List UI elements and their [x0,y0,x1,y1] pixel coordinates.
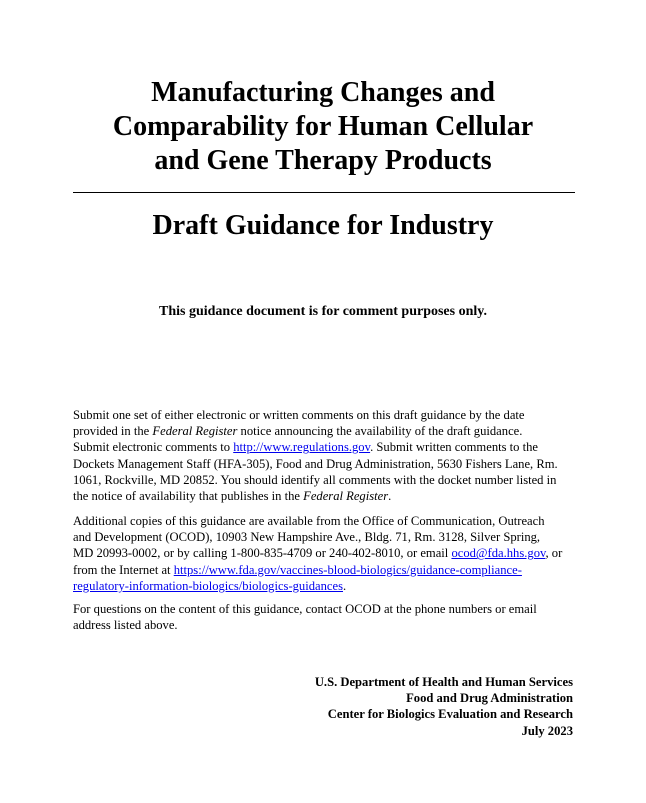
title-divider [73,192,575,193]
additional-copies-paragraph [73,513,578,594]
fda-guidances-link[interactable]: https://www.fda.gov/vaccines-blood-biologics/guidance-compliance- [173,562,522,577]
fda-guidances-link[interactable]: regulatory-information-biologics/biologics-guidances [73,578,343,593]
agency-line: Center for Biologics Evaluation and Research [327,707,573,722]
regulations-gov-link[interactable]: http://www.regulations.gov [233,440,371,455]
title-line: Comparability for Human Cellular [112,111,534,142]
paragraph-line [73,545,578,561]
ocod-email-link[interactable]: ocod@fda.hhs.gov [451,546,546,561]
agency-line: Food and Drug Administration [406,691,573,706]
text-run: from the Internet at [73,562,174,577]
comment-purpose-note: This guidance document is for comment purposes only. [159,304,487,319]
paragraph-line [73,439,578,455]
text-run: , or [545,546,563,561]
issue-date: July 2023 [521,723,573,738]
federal-register-emphasis: Federal Register [303,489,389,504]
text-run: . [388,489,392,504]
agency-line: U.S. Department of Health and Human Services [314,675,573,689]
issuing-agency-block [273,674,573,739]
paragraph-line [73,423,578,439]
text-run: provided in the [73,424,153,439]
paragraph-line: 1061, Rockville, MD 20852. You should identify all comments with the docket number listed in [73,472,557,487]
federal-register-emphasis: Federal Register [152,424,238,439]
document-title [73,76,573,178]
paragraph-line: Submit one set of either electronic or written comments on this draft guidance by the date [73,408,525,422]
comments-submission-paragraph [73,407,578,504]
text-run: . [343,578,347,593]
text-run: . Submit written comments to the [370,440,538,455]
paragraph-line [73,488,578,504]
text-run: MD 20993-0002, or by calling 1-800-835-4709 or 240-402-8010, or email [73,546,452,561]
paragraph-line: Additional copies of this guidance are available from the Office of Communication, Outreach [73,514,545,528]
questions-paragraph [73,601,578,633]
document-subtitle: Draft Guidance for Industry [152,210,494,241]
title-line: Manufacturing Changes and [151,77,495,108]
text-run: notice announcing the availability of the draft guidance. [237,424,523,439]
paragraph-line: Dockets Management Staff (HFA-305), Food and Drug Administration, 5630 Fishers Lane, Rm. [73,456,558,471]
paragraph-line [73,578,578,594]
paragraph-line [73,562,578,578]
text-run: Submit electronic comments to [73,440,234,455]
text-run: the notice of availability that publishes in the [73,489,304,504]
paragraph-line: and Development (OCOD), 10903 New Hampshire Ave., Bldg. 71, Rm. 3128, Silver Spring, [73,530,541,545]
title-line: and Gene Therapy Products [154,145,492,176]
paragraph-line: For questions on the content of this guidance, contact OCOD at the phone numbers or email [73,602,537,616]
paragraph-line: address listed above. [73,618,178,633]
